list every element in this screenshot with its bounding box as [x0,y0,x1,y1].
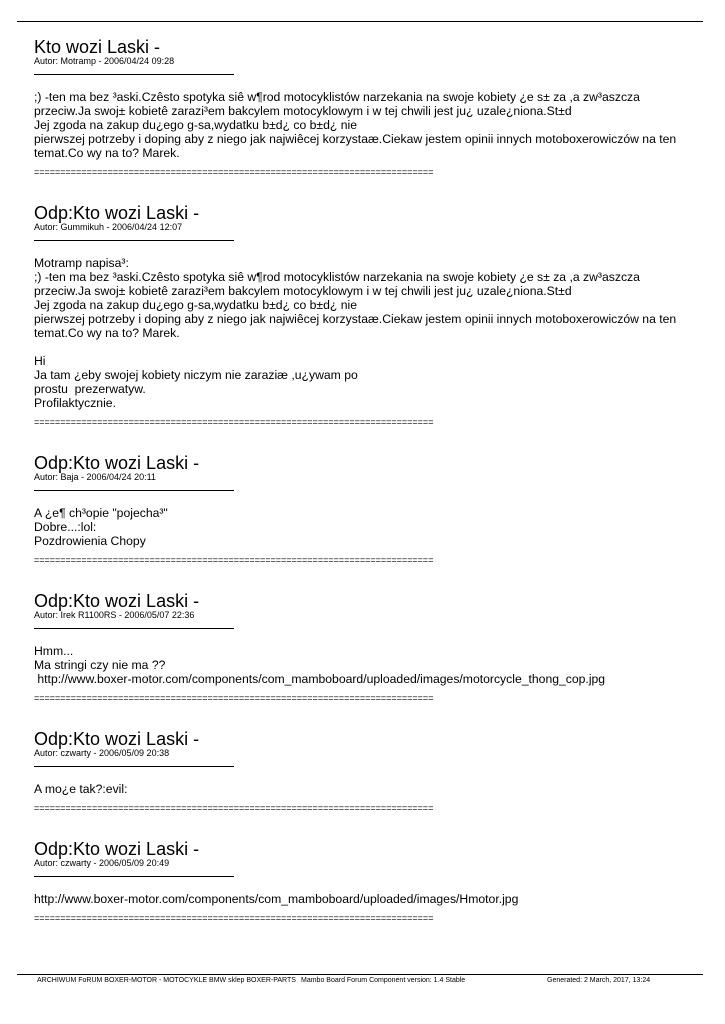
footer-generated-date: Generated: 2 March, 2017, 13:24 [547,977,651,984]
post-body: Hmm... Ma stringi czy nie ma ?? http://www.boxer-motor.com/components/com_mamboboard/uploaded/images/motorcycle_thong_cop.jpg [34,644,606,686]
post [34,840,694,923]
footer-rule [17,974,703,975]
post-title: Odp:Kto wozi Laski - [34,839,200,859]
post-meta: Autor: czwarty - 2006/05/09 20:49 [34,858,170,868]
post-body: A ¿e¶ ch³opie "pojecha³" Dobre...:lol: Pozdrowienia Chopy [34,506,168,548]
footer-component-version: Mambo Board Forum Component version: 1.4 Stable [301,977,466,984]
post [34,204,694,427]
post-meta: Autor: Irek R1100RS - 2006/05/07 22:36 [34,610,195,620]
post-separator: ============================================================================ [34,417,434,427]
meta-divider [34,766,234,767]
post-body: A mo¿e tak?:evil: [34,782,128,796]
post-meta: Autor: czwarty - 2006/05/09 20:38 [34,748,170,758]
post [34,38,694,177]
post-title: Odp:Kto wozi Laski - [34,453,200,473]
post-title: Kto wozi Laski - [34,37,161,57]
post-separator: ============================================================================ [34,555,434,565]
meta-divider [34,490,234,491]
post-separator: ============================================================================ [34,913,434,923]
meta-divider [34,74,234,75]
top-rule [17,21,703,22]
post-meta: Autor: Motramp - 2006/04/24 09:28 [34,56,175,66]
post-title: Odp:Kto wozi Laski - [34,591,200,611]
post-body: ;) -ten ma bez ³aski.Czêsto spotyka siê w¶rod motocyklistów narzekania na swoje kobiety ¿e s± za ,a zw³aszcza przeciw.Ja swoj± kobietê zarazi³em bakcylem motocyklowym i w tej chwili jest ju¿ uzale¿niona.St±d Jej zgoda na zakup du¿ego g-sa,wydatku b±d¿ co b±d¿ nie pierwszej potrzeby i doping aby z niego jak najwiêcej korzystaæ.Ciekaw jestem opinii innych motoboxerowiczów na ten temat.Co wy na to? Marek. [34,90,677,160]
post-body: Motramp napisa³: ;) -ten ma bez ³aski.Czêsto spotyka siê w¶rod motocyklistów narzekania na swoje kobiety ¿e s± za ,a zw³aszcza przeciw.Ja swoj± kobietê zarazi³em bakcylem motocyklowym i w tej chwili jest ju¿ uzale¿niona.St±d Jej zgoda na zakup du¿ego g-sa,wydatku b±d¿ co b±d¿ nie pierwszej potrzeby i doping aby z niego jak najwiêcej korzystaæ.Ciekaw jestem opinii innych motoboxerowiczów na ten temat.Co wy na to? Marek. Hi Ja tam ¿eby swojej kobiety niczym nie zaraziæ ,u¿ywam po prostu prezerwatyw. Profilaktycznie. [34,256,677,410]
post [34,454,694,565]
post-separator: ============================================================================ [34,693,434,703]
meta-divider [34,240,234,241]
post-separator: ============================================================================ [34,167,434,177]
post-separator: ============================================================================ [34,803,434,813]
meta-divider [34,876,234,877]
post-title: Odp:Kto wozi Laski - [34,203,200,223]
footer-site-name: ARCHIWUM FoRUM BOXER-MOTOR - MOTOCYKLE BMW sklep BOXER-PARTS [37,977,296,984]
post-meta: Autor: Baja - 2006/04/24 20:11 [34,472,156,482]
forum-archive [34,38,694,950]
meta-divider [34,628,234,629]
post-meta: Autor: Gummikuh - 2006/04/24 12:07 [34,222,183,232]
post [34,592,694,703]
post-title: Odp:Kto wozi Laski - [34,729,200,749]
page-footer [37,977,677,987]
post [34,730,694,813]
post-body: http://www.boxer-motor.com/components/com_mamboboard/uploaded/images/Hmotor.jpg [34,892,519,906]
